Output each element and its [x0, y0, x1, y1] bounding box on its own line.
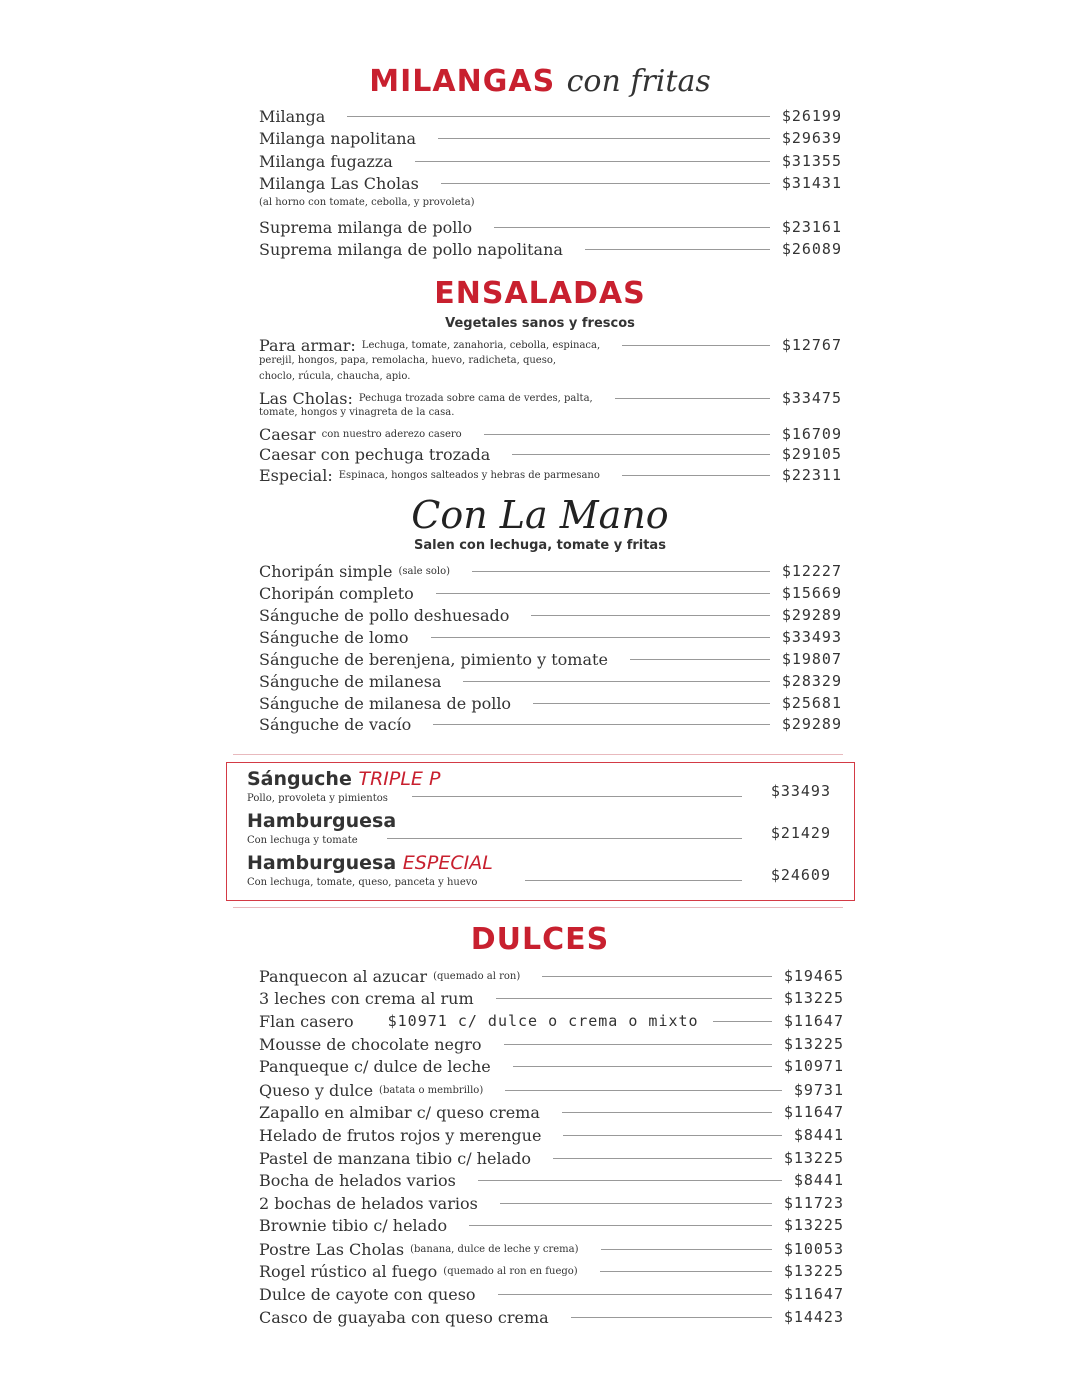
item-name: Caesar — [259, 424, 316, 444]
item-price: $13225 — [783, 989, 844, 1007]
menu-item — [259, 1284, 844, 1304]
item-desc: Espinaca, hongos salteados y hebras de parmesano — [338, 469, 600, 481]
featured-price: $33493 — [770, 782, 831, 800]
item-desc: (quemado al ron) — [433, 970, 521, 982]
item-desc: Pechuga trozada sobre cama de verdes, palta, — [358, 392, 593, 404]
item-price: $13225 — [783, 1262, 844, 1280]
featured-highlight: TRIPLE P — [358, 768, 441, 790]
item-name: Flan casero — [259, 1011, 354, 1031]
menu-item — [259, 1125, 844, 1145]
dotted-leader — [513, 1066, 772, 1067]
item-desc: (banana, dulce de leche y crema) — [410, 1243, 579, 1255]
item-price: $31431 — [781, 174, 842, 192]
dotted-leader — [533, 703, 770, 704]
con-la-mano-title: Con La Mano — [411, 493, 669, 537]
item-name: Panquecon al azucar — [259, 966, 428, 986]
menu-item — [259, 106, 842, 126]
item-desc: (quemado al ron en fuego) — [443, 1265, 578, 1277]
dotted-leader — [571, 1317, 772, 1318]
menu-item — [259, 1034, 844, 1054]
item-price: $13225 — [783, 1149, 844, 1167]
item-price: $9731 — [793, 1081, 844, 1099]
menu-item — [259, 714, 842, 734]
con-la-mano-subtitle: Salen con lechuga, tomate y fritas — [414, 538, 666, 553]
item-desc-cont: perejil, hongos, papa, remolacha, huevo, radicheta, queso, — [259, 355, 557, 366]
item-price: $13225 — [783, 1216, 844, 1234]
item-price: $11723 — [783, 1194, 844, 1212]
menu-item — [259, 151, 842, 171]
menu-item — [259, 693, 842, 713]
item-desc: (sale solo) — [398, 565, 451, 577]
menu-item — [259, 561, 842, 581]
featured-desc: Pollo, provoleta y pimientos — [247, 793, 388, 804]
dotted-leader — [562, 1112, 772, 1113]
dotted-leader — [585, 249, 770, 250]
item-name: Choripán completo — [259, 583, 414, 603]
featured-item-name — [247, 810, 831, 832]
item-name: Bocha de helados varios — [259, 1170, 456, 1190]
item-alt-price: $10971 c/ dulce o crema o mixto — [387, 1012, 699, 1030]
featured-price: $24609 — [770, 866, 831, 884]
item-price: $11647 — [783, 1103, 844, 1121]
item-name: Choripán simple — [259, 561, 393, 581]
item-name: Sánguche de milanesa de pollo — [259, 693, 512, 713]
item-price: $31355 — [781, 152, 842, 170]
box-top-rule — [233, 754, 843, 755]
dulces-title: DULCES — [470, 922, 610, 957]
featured-name-text: Hamburguesa — [247, 810, 397, 832]
item-price: $26089 — [781, 240, 842, 258]
item-price: $14423 — [783, 1308, 844, 1326]
dotted-leader — [438, 138, 770, 139]
dotted-leader — [531, 615, 769, 616]
dotted-leader — [553, 1158, 772, 1159]
dotted-leader — [622, 345, 770, 346]
item-price: $12227 — [781, 562, 842, 580]
item-price: $23161 — [781, 218, 842, 236]
featured-highlight: ESPECIAL — [402, 852, 493, 874]
item-price: $10053 — [783, 1240, 844, 1258]
dotted-leader — [505, 1090, 782, 1091]
item-price: $12767 — [781, 336, 842, 354]
featured-item — [247, 768, 831, 804]
milangas-title-text: MILANGAS — [369, 64, 556, 99]
item-desc: (batata o membrillo) — [379, 1084, 484, 1096]
menu-item — [259, 671, 842, 691]
item-name: Sánguche de pollo deshuesado — [259, 605, 510, 625]
item-name: Dulce de cayote con queso — [259, 1284, 476, 1304]
item-price: $11647 — [783, 1012, 844, 1030]
item-price: $13225 — [783, 1035, 844, 1053]
dotted-leader — [463, 681, 769, 682]
menu-item — [259, 128, 842, 148]
item-name: Pastel de manzana tibio c/ helado — [259, 1148, 531, 1168]
dotted-leader — [601, 1249, 772, 1250]
item-note: (al horno con tomate, cebolla, y provoleta) — [259, 197, 475, 208]
menu-item — [259, 1215, 844, 1235]
featured-item — [247, 810, 831, 846]
featured-item-name — [247, 852, 831, 874]
menu-item — [259, 1193, 844, 1213]
dotted-leader — [478, 1180, 782, 1181]
menu-item — [259, 173, 842, 193]
menu-item — [259, 1080, 844, 1100]
item-name: Milanga Las Cholas — [259, 173, 419, 193]
item-price: $29105 — [781, 445, 842, 463]
menu-item — [259, 1102, 844, 1122]
dotted-leader — [431, 637, 770, 638]
item-name: Panqueque c/ dulce de leche — [259, 1056, 491, 1076]
item-price: $29639 — [781, 129, 842, 147]
menu-item — [259, 1056, 844, 1076]
dotted-leader — [412, 796, 742, 797]
dotted-leader — [525, 880, 742, 881]
item-price: $29289 — [781, 606, 842, 624]
item-name: Helado de frutos rojos y merengue — [259, 1125, 542, 1145]
dotted-leader — [472, 571, 770, 572]
dotted-leader — [512, 454, 769, 455]
menu-item — [259, 335, 842, 355]
menu-item — [259, 966, 844, 986]
item-name: Brownie tibio c/ helado — [259, 1215, 448, 1235]
item-desc-cont: tomate, hongos y vinagreta de la casa. — [259, 407, 455, 418]
item-price: $29289 — [781, 715, 842, 733]
milangas-title — [0, 64, 1080, 99]
item-name: Especial: — [259, 465, 333, 485]
item-name: Sánguche de milanesa — [259, 671, 442, 691]
item-name: Suprema milanga de pollo napolitana — [259, 239, 563, 259]
menu-item — [259, 1011, 844, 1031]
ensaladas-subtitle: Vegetales sanos y frescos — [445, 316, 635, 331]
item-price: $8441 — [793, 1171, 844, 1189]
dotted-leader — [415, 161, 770, 162]
item-name: Queso y dulce — [259, 1080, 374, 1100]
menu-item — [259, 217, 842, 237]
item-price: $10971 — [783, 1057, 844, 1075]
dotted-leader — [347, 116, 770, 117]
dotted-leader — [433, 724, 770, 725]
menu-item — [259, 605, 842, 625]
dotted-leader — [504, 1044, 772, 1045]
featured-price: $21429 — [770, 824, 831, 842]
item-desc-cont: choclo, rúcula, chaucha, apio. — [259, 371, 411, 382]
item-price: $26199 — [781, 107, 842, 125]
dotted-leader — [436, 593, 770, 594]
item-price: $19465 — [783, 967, 844, 985]
item-price: $15669 — [781, 584, 842, 602]
dotted-leader — [496, 998, 772, 999]
dotted-leader — [622, 475, 770, 476]
dotted-leader — [563, 1135, 781, 1136]
item-price: $22311 — [781, 466, 842, 484]
item-name: Sánguche de vacío — [259, 714, 412, 734]
dotted-leader — [600, 1271, 772, 1272]
menu-item — [259, 583, 842, 603]
menu-item — [259, 1148, 844, 1168]
item-name: Sánguche de berenjena, pimiento y tomate — [259, 649, 608, 669]
ensaladas-title: ENSALADAS — [434, 276, 646, 311]
featured-desc: Con lechuga y tomate — [247, 835, 358, 846]
item-name: Suprema milanga de pollo — [259, 217, 473, 237]
item-price: $33475 — [781, 389, 842, 407]
item-price: $28329 — [781, 672, 842, 690]
item-desc: con nuestro aderezo casero — [321, 428, 462, 440]
item-name: Para armar: — [259, 335, 356, 355]
milangas-title-script: con fritas — [566, 64, 711, 99]
featured-item — [247, 852, 831, 888]
featured-name-text: Hamburguesa — [247, 852, 397, 874]
item-name: Milanga — [259, 106, 326, 126]
menu-item — [259, 388, 842, 408]
dotted-leader — [494, 227, 770, 228]
dotted-leader — [469, 1225, 772, 1226]
menu-item — [259, 444, 842, 464]
featured-name-text: Sánguche — [247, 768, 352, 790]
dotted-leader — [630, 659, 770, 660]
menu-item — [259, 1239, 844, 1259]
item-name: Caesar con pechuga trozada — [259, 444, 491, 464]
dotted-leader — [542, 976, 772, 977]
menu-item — [259, 1261, 844, 1281]
featured-desc: Con lechuga, tomate, queso, panceta y huevo — [247, 877, 478, 888]
item-name: Mousse de chocolate negro — [259, 1034, 482, 1054]
menu-item — [259, 465, 842, 485]
item-name: Postre Las Cholas — [259, 1239, 405, 1259]
dotted-leader — [441, 183, 770, 184]
menu-item — [259, 649, 842, 669]
box-bottom-rule — [233, 907, 843, 908]
dotted-leader — [615, 398, 770, 399]
dotted-leader — [713, 1021, 772, 1022]
featured-item-name — [247, 768, 831, 790]
item-price: $25681 — [781, 694, 842, 712]
item-price: $11647 — [783, 1285, 844, 1303]
menu-item — [259, 424, 842, 444]
item-price: $16709 — [781, 425, 842, 443]
dotted-leader — [484, 434, 770, 435]
menu-item — [259, 988, 844, 1008]
item-price: $19807 — [781, 650, 842, 668]
menu-item — [259, 1307, 844, 1327]
dotted-leader — [498, 1294, 772, 1295]
item-name: Sánguche de lomo — [259, 627, 409, 647]
item-name: Rogel rústico al fuego — [259, 1261, 438, 1281]
item-desc: Lechuga, tomate, zanahoria, cebolla, espinaca, — [361, 339, 601, 351]
item-name: Milanga fugazza — [259, 151, 393, 171]
dotted-leader — [387, 838, 742, 839]
item-name: Casco de guayaba con queso crema — [259, 1307, 549, 1327]
menu-item — [259, 239, 842, 259]
dotted-leader — [500, 1203, 772, 1204]
menu-item — [259, 1170, 844, 1190]
menu-item — [259, 627, 842, 647]
item-name: 2 bochas de helados varios — [259, 1193, 478, 1213]
item-price: $33493 — [781, 628, 842, 646]
item-name: Milanga napolitana — [259, 128, 417, 148]
item-price: $8441 — [793, 1126, 844, 1144]
item-name: 3 leches con crema al rum — [259, 988, 474, 1008]
item-name: Las Cholas: — [259, 388, 353, 408]
item-name: Zapallo en almibar c/ queso crema — [259, 1102, 540, 1122]
